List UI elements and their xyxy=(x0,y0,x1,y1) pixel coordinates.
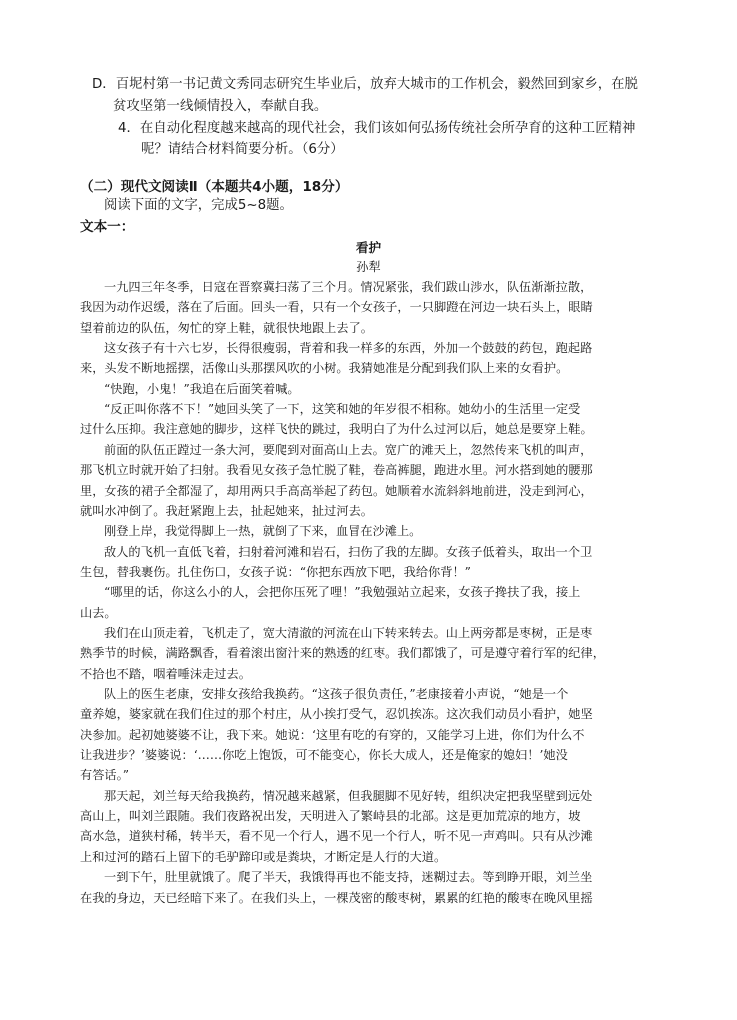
article-line: 一九四三年冬季，日寇在晋察冀扫荡了三个月。情况紧张，我们跋山涉水，队伍渐渐拉散， xyxy=(104,280,593,294)
article-line: 那飞机立时就开始了扫射。我看见女孩子急忙脱了鞋，卷高裤腿，跑进水里。河水搭到她的腰那 xyxy=(80,463,593,478)
article-line: 决参加。起初她婆婆不让，我下来。她说：‘这里有吃的有穿的，又能学习上进，你们为什么不 xyxy=(80,727,585,742)
article-line: 敌人的飞机一直低飞着，扫射着河滩和岩石，扫伤了我的左脚。女孩子低着头，取出一个卫 xyxy=(104,544,593,559)
article-line: 队上的医生老康，安排女孩给我换药。“这孩子很负责任，”老康接着小声说，“她是一个 xyxy=(104,687,569,701)
option-d-line-1: D．百坭村第一书记黄文秀同志研究生毕业后，放弃大城市的工作机会，毅然回到家乡，在脱 xyxy=(92,77,638,92)
article-line: 有答话。” xyxy=(80,768,129,783)
article-title: 看护 xyxy=(355,240,382,255)
article-line: 上和过河的踏石上留下的毛驴蹄印或是粪块，才断定是人行的大道。 xyxy=(80,849,447,864)
article-line: 来，头发不断地摇摆，活像山头那摆风吹的小树。我猜她准是分配到我们队上来的女看护。 xyxy=(80,361,569,376)
section-instruction: 阅读下面的文字，完成5~8题。 xyxy=(104,198,293,213)
article-line: 让我进步？’婆婆说：‘……你吃上饱饭，可不能变心，你长大成人，还是俺家的媳妇！’她没 xyxy=(80,748,568,763)
article-line: 就叫水冲倒了。我赶紧跑上去，扯起她来，扯过河去。 xyxy=(80,503,373,518)
article-line: 熟季节的时候，满路飘香，看着滚出窗汁来的熟透的红枣。我们都饿了，可是遵守着行军的纪律， xyxy=(80,646,605,661)
article-line: 生包，替我裹伤。扎住伤口，女孩子说：“你把东西放下吧，我给你背！” xyxy=(80,564,471,579)
article-line: 高水急，道狭村稀，转半天，看不见一个行人，遇不见一个行人，听不见一声鸡叫。只有从沙滩 xyxy=(80,829,593,844)
article-line: 刚登上岸，我觉得脚上一热，就倒了下来，血冒在沙滩上。 xyxy=(104,524,422,539)
article-line: 这女孩子有十六七岁，长得很瘦弱，背着和我一样多的东西，外加一个鼓鼓的药包，跑起路 xyxy=(104,341,593,356)
article-line: 过什么压抑。我注意她的脚步，这样飞快的跳过，我明白了为什么过河以后，她总是要穿上鞋。 xyxy=(80,422,593,437)
article-line: 我因为动作迟缓，落在了后面。回头一看，只有一个女孩子，一只脚蹬在河边一块石头上，眼睛 xyxy=(80,300,593,315)
article-line: 童养媳，婆家就在我们住过的那个村庄，从小挨打受气，忍饥挨冻。这次我们动员小看护，她坚 xyxy=(80,707,593,722)
option-d-line-2: 贫攻坚第一线倾情投入，奉献自我。 xyxy=(113,99,328,114)
article-line: 不拾也不踏，咽着唾沫走过去。 xyxy=(80,666,251,681)
article-line: 我们在山顶走着，飞机走了，宽大清澈的河流在山下转来转去。山上两旁都是枣树，正是枣 xyxy=(104,625,593,640)
question-4-line-1: 4．在自动化程度越来越高的现代社会，我们该如何弘扬传统社会所孕育的这种工匠精神 xyxy=(118,121,636,136)
article-line: “哪里的话，你这么小的人，会把你压死了哩！”我勉强站立起来，女孩子搀扶了我，接上 xyxy=(104,585,581,600)
question-4-line-2: 呢？请结合材料简要分析。（6分） xyxy=(141,142,344,157)
article-line: 前面的队伍正蹚过一条大河，要爬到对面高山上去。宽广的滩天上，忽然传来飞机的叫声， xyxy=(104,442,593,457)
article-author: 孙犁 xyxy=(356,260,381,274)
text-label: 文本一： xyxy=(80,219,135,235)
article-line: 里，女孩的裙子全都湿了，却用两只手高高举起了药包。她顺着水流斜斜地前进，没走到河心， xyxy=(80,483,593,498)
article-line: 那天起，刘兰每天给我换药，情况越来越紧，但我腿脚不见好转，组织决定把我坚壁到远处 xyxy=(104,788,593,803)
article-line: “反正叫你落不下！”她回头笑了一下，这笑和她的年岁很不相称。她幼小的生活里一定受 xyxy=(104,402,581,417)
article-line: 高山上，叫刘兰跟随。我们夜路祝出发，天明进入了繁峙县的北部。这是更加荒凉的地方，坡 xyxy=(80,809,581,824)
article-line: 山去。 xyxy=(80,605,117,620)
section-heading: （二）现代文阅读Ⅱ（本题共4小题，18分） xyxy=(80,179,349,195)
article-line: 在我的身边，天已经暗下来了。在我们头上，一棵茂密的酸枣树，累累的红艳的酸枣在晚风里摇 xyxy=(80,890,593,905)
article-line: “快跑，小鬼！”我追在后面笑着喊。 xyxy=(104,381,300,396)
article-line: 一到下午，肚里就饿了。爬了半天，我饿得再也不能支持，迷糊过去。等到睁开眼，刘兰坐 xyxy=(104,870,593,885)
article-line: 望着前边的队伍，匆忙的穿上鞋，就很快地跟上去了。 xyxy=(80,320,373,335)
